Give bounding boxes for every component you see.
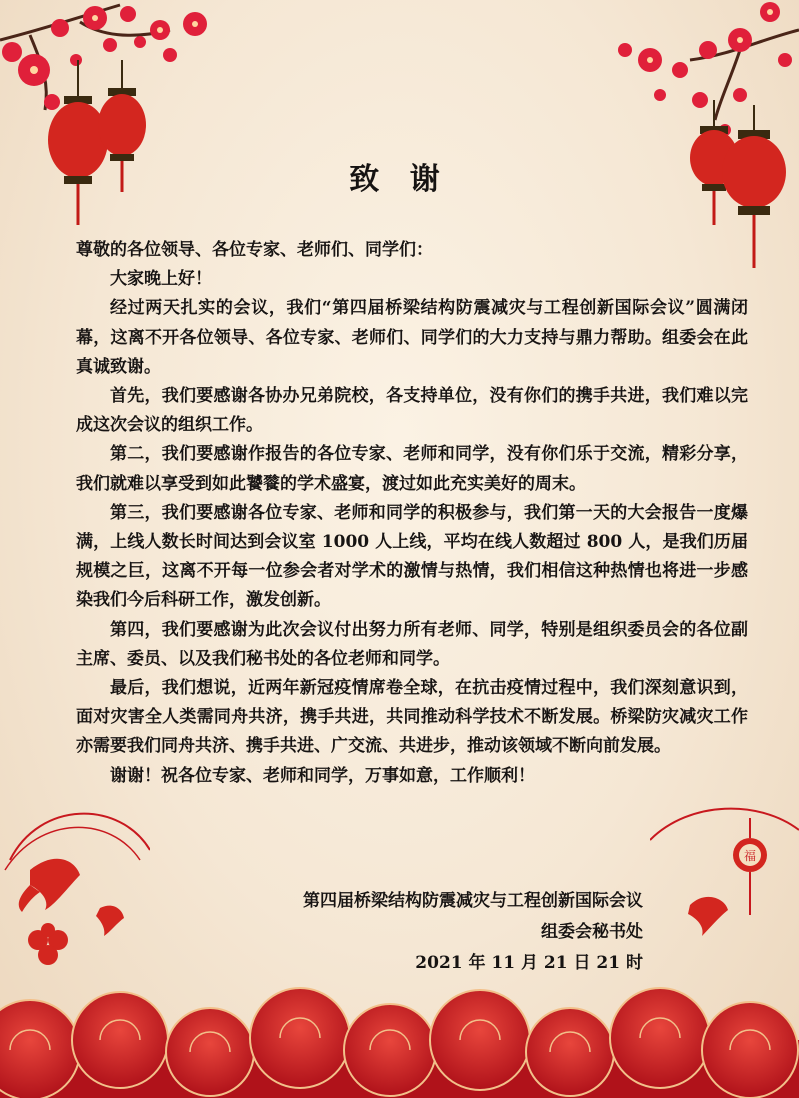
- letter-title: 致 谢: [349, 162, 450, 197]
- paragraph-thanks: 谢谢！祝各位专家、老师和同学，万事如意，工作顺利！: [110, 765, 535, 786]
- paragraph-first: 首先，我们要感谢各协办兄弟院校，各支持单位，没有你们的携手共进，我们难以完成这次会议的组织工作。: [76, 386, 748, 436]
- plum-blossoms: [2, 6, 207, 110]
- lucky-knot-icon: [28, 923, 68, 965]
- svg-text:福: 福: [743, 849, 757, 863]
- bottom-cloud-border: [0, 980, 799, 1098]
- signature-block: [303, 886, 643, 979]
- paragraph-intro: 经过两天扎实的会议，我们“第四届桥梁结构防震减灾与工程创新国际会议”圆满闭幕，这离不开各位领导、各位专家、老师们、同学们的大力支持与鼎力帮助。组委会在此真诚致谢。: [76, 298, 748, 377]
- paragraph-finally: 最后，我们想说，近两年新冠疫情席卷全球，在抗击疫情过程中，我们深刻意识到，面对灾害全人类需同舟共济，携手共进，共同推动科学技术不断发展。桥梁防灾减灾工作亦需要我们同舟共济、携手共进、广交流、共进步，推动该领域不断向前发展。: [76, 678, 748, 757]
- lantern: [48, 60, 108, 225]
- fu-knot-icon: [733, 838, 767, 872]
- signature-organization: 第四届桥梁结构防震减灾与工程创新国际会议: [303, 891, 643, 911]
- paragraph-third: 第三，我们要感谢各位专家、老师和同学的积极参与，我们第一天的大会报告一度爆满，上线人数长时间达到会议室 1000 人上线，平均在线人数超过 800 人，是我们历届规模之巨，这离不开每一位参会者对学术的激情与热情，我们相信这种热情也将进一步感染我们今后科研工作，激发创新。: [76, 502, 748, 611]
- right-fu-knot-koi-decoration: [650, 790, 799, 960]
- paragraph-fourth: 第四，我们要感谢为此次会议付出努力所有老师、同学，特别是组织委员会的各位副主席、委员、以及我们秘书处的各位老师和同学。: [76, 619, 748, 669]
- left-koi-knot-decoration: [0, 790, 150, 980]
- koi-fish-icon: [19, 859, 80, 912]
- small-koi-fish-icon: [96, 906, 124, 936]
- paragraph-greeting: 大家晚上好！: [110, 269, 212, 290]
- letter-body: [76, 236, 748, 791]
- signature-committee: 组委会秘书处: [541, 922, 643, 942]
- top-left-blossom-lantern-decoration: [0, 0, 230, 240]
- koi-fish-icon: [688, 897, 728, 936]
- paragraph-second: 第二，我们要感谢作报告的各位专家、老师和同学，没有你们乐于交流，精彩分享，我们就难以享受到如此饕餮的学术盛宴，渡过如此充实美好的周末。: [76, 444, 748, 494]
- signature-date: 2021 年 11 月 21 日 21 时: [415, 953, 643, 973]
- top-right-blossom-lantern-decoration: [590, 0, 799, 270]
- salutation: 尊敬的各位领导、各位专家、老师们、同学们：: [76, 240, 433, 260]
